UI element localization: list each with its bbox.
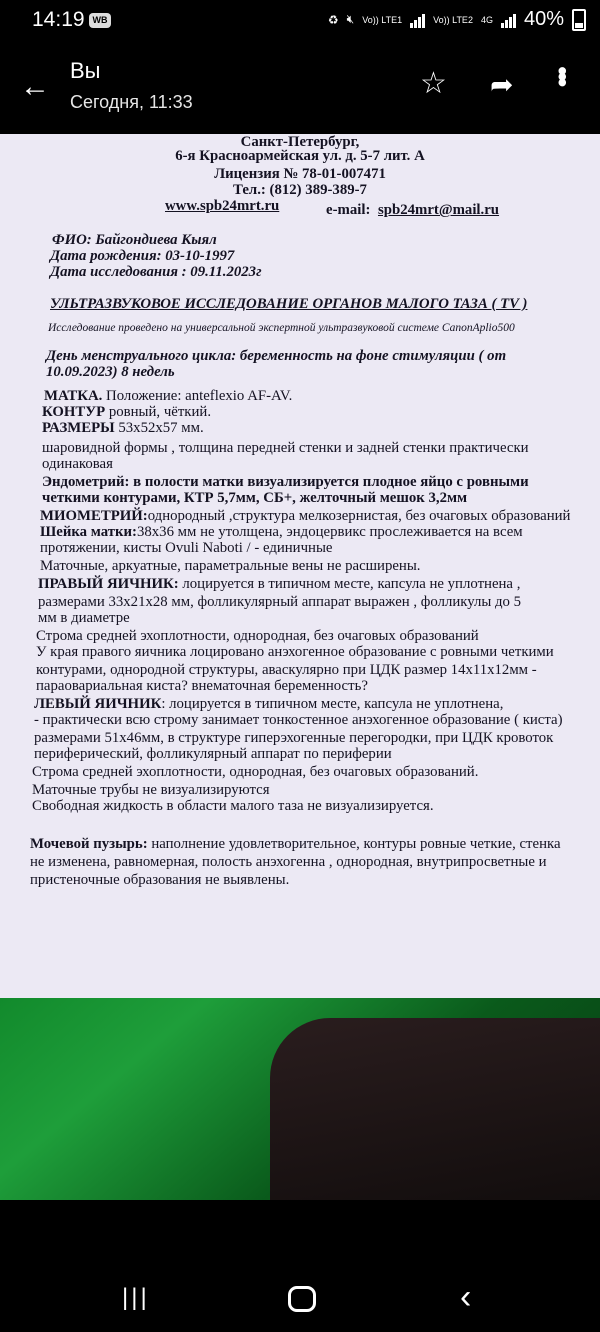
right-cyst-line-2: контурами, однородной структуры, аваскулярно при ЦДК размер 14х11х12мм - [36,662,537,678]
cervix-line-2: протяжении, кисты Ovuli Naboti / - единичные [40,540,333,556]
right-ovary-line-2: размерами 33х21х28 мм, фолликулярный аппарат выражен , фолликулы до 5 [38,594,522,610]
left-ovary-line-2: - практически всю строму занимает тонкостенное анэхогенное образование ( киста) [34,712,563,728]
shape-line-1: шаровидной формы , толщина передней стенки и задней стенки практически [42,440,529,456]
home-icon[interactable] [288,1286,316,1312]
cycle-line-1: День менструального цикла: беременность на фоне стимуляции ( от [46,348,507,364]
status-bar [0,0,600,44]
uterus-label: МАТКА. [44,388,103,404]
signal2-icon [501,12,516,28]
cervix-value: 38х36 мм не утолщена, эндоцервикс прослеживается на всем [136,524,523,540]
message-date: Сегодня, 11:33 [70,92,193,112]
back-arrow-icon[interactable]: ← [20,70,50,103]
green-fabric-background [0,998,600,1200]
left-ovary-value: : лоцируется в типичном месте, капсула не уплотнена, [161,696,504,712]
status-time: 14:19 [32,8,85,31]
bladder-value: наполнение удовлетворительное, контуры ровные четкие, стенка [147,836,561,852]
sim2-label: Vo)) LTE2 [433,14,473,25]
size-value: 53х52х57 мм. [114,420,204,436]
battery-percent: 40% [523,8,564,30]
clinic-website: www.spb24mrt.ru [165,198,280,214]
right-ovary-line-3: мм в диаметре [38,610,130,626]
share-forward-icon[interactable]: ➦ [490,69,514,100]
clinic-license: Лицензия № 78-01-007471 [214,166,386,182]
fluid-line: Свободная жидкость в области малого таза не визуализируется. [32,798,434,814]
status-icons [328,8,586,31]
cervix-line [40,524,584,542]
bladder-line-2: не изменена, равномерная, полость анэхогенна , однородная, внутрипросветные и [30,854,547,870]
left-ovary-line [34,696,584,714]
size-line [42,420,584,438]
clinic-address-top: Санкт-Петербург, [240,134,360,150]
wb-notification-icon: WB [89,13,111,28]
clinic-email: spb24mrt@mail.ru [378,202,500,218]
clinic-phone: Тел.: (812) 389-389-7 [233,182,367,198]
network-type: 4G [480,14,493,25]
cervix-label: Шейка матки: [40,524,137,540]
battery-icon [572,9,586,31]
uterus-line [44,388,584,406]
left-ovary-label: ЛЕВЫЙ ЯИЧНИК [34,696,162,712]
star-icon[interactable]: ☆ [420,67,447,100]
document-paper [0,134,600,998]
bladder-line [30,836,584,854]
left-ovary-line-3: размерами 51х46мм, в структуре гиперэхогенные перегородки, при ЦДК кровоток [34,730,554,746]
more-options-icon[interactable]: ••• [547,66,578,84]
clinic-address: 6-я Красноармейская ул. д. 5-7 лит. А [175,148,425,164]
uterus-position: Положение: anteflexio AF-AV. [102,388,293,404]
right-stroma-line: Строма средней эхоплотности, однородная, без очаговых образований [36,628,479,644]
recents-icon[interactable]: ||| [122,1284,150,1311]
veins-line: Маточные, аркуатные, параметральные вены не расширены. [40,558,421,574]
sim1-label: Vo)) LTE1 [362,14,403,25]
email-label: e-mail: [326,202,371,218]
myometrium-value: однородный ,структура мелкозернистая, без очаговых образований [147,508,571,524]
recycle-icon: ♻ [327,12,339,27]
contour-label: КОНТУР [42,404,106,420]
contour-line [42,404,584,422]
shape-line-2: одинаковая [42,456,113,472]
sender-name: Вы [70,58,101,83]
navigation-bar [0,1262,600,1332]
endometrium-line-1: Эндометрий: в полости матки визуализируется плодное яйцо с ровными [42,474,529,490]
bladder-line-3: пристеночные образования не выявлены. [30,872,290,888]
exam-date: Дата исследования : 09.11.2023г [50,264,262,280]
right-ovary-label: ПРАВЫЙ ЯИЧНИК: [38,576,179,592]
endometrium-line-2: четкими контурами, КТР 5,7мм, СБ+, желточный мешок 3,2мм [42,490,468,506]
left-stroma-line: Строма средней эхоплотности, однородная, без очаговых образований. [32,764,479,780]
tubes-line: Маточные трубы не визуализируются [32,782,270,798]
myometrium-label: МИОМЕТРИЙ: [40,508,148,524]
signal-icon [410,12,425,28]
report-title: УЛЬТРАЗВУКОВОЕ ИССЛЕДОВАНИЕ ОРГАНОВ МАЛОГО ТАЗА ( TV ) [50,296,528,312]
right-cyst-line-3: параовариальная киста? внематочная беременность? [36,678,368,694]
viewer-toolbar [0,44,600,134]
patient-name: ФИО: Байгондиева Кыял [52,232,217,248]
right-ovary-value: лоцируется в типичном месте, капсула не уплотнена , [178,576,521,592]
right-cyst-line-1: У края правого яичника лоцировано анэхогенное образование с ровными четкими [36,644,554,660]
myometrium-line [40,508,584,526]
cycle-line-2: 10.09.2023) 8 недель [46,364,175,380]
photo-image [0,134,600,1200]
right-ovary-line [38,576,584,594]
mute-icon: 🔇︎ [346,12,355,26]
size-label: РАЗМЕРЫ [42,420,115,436]
nav-back-icon[interactable]: ‹ [460,1278,472,1316]
contour-value: ровный, чёткий. [105,404,212,420]
device-line: Исследование проведено на универсальной экспертной ультразвуковой системе CanonAplio500 [48,322,515,334]
bladder-label: Мочевой пузырь: [30,836,148,852]
left-ovary-line-4: периферический, фолликулярный аппарат по периферии [34,746,392,762]
patient-dob: Дата рождения: 03-10-1997 [50,248,235,264]
